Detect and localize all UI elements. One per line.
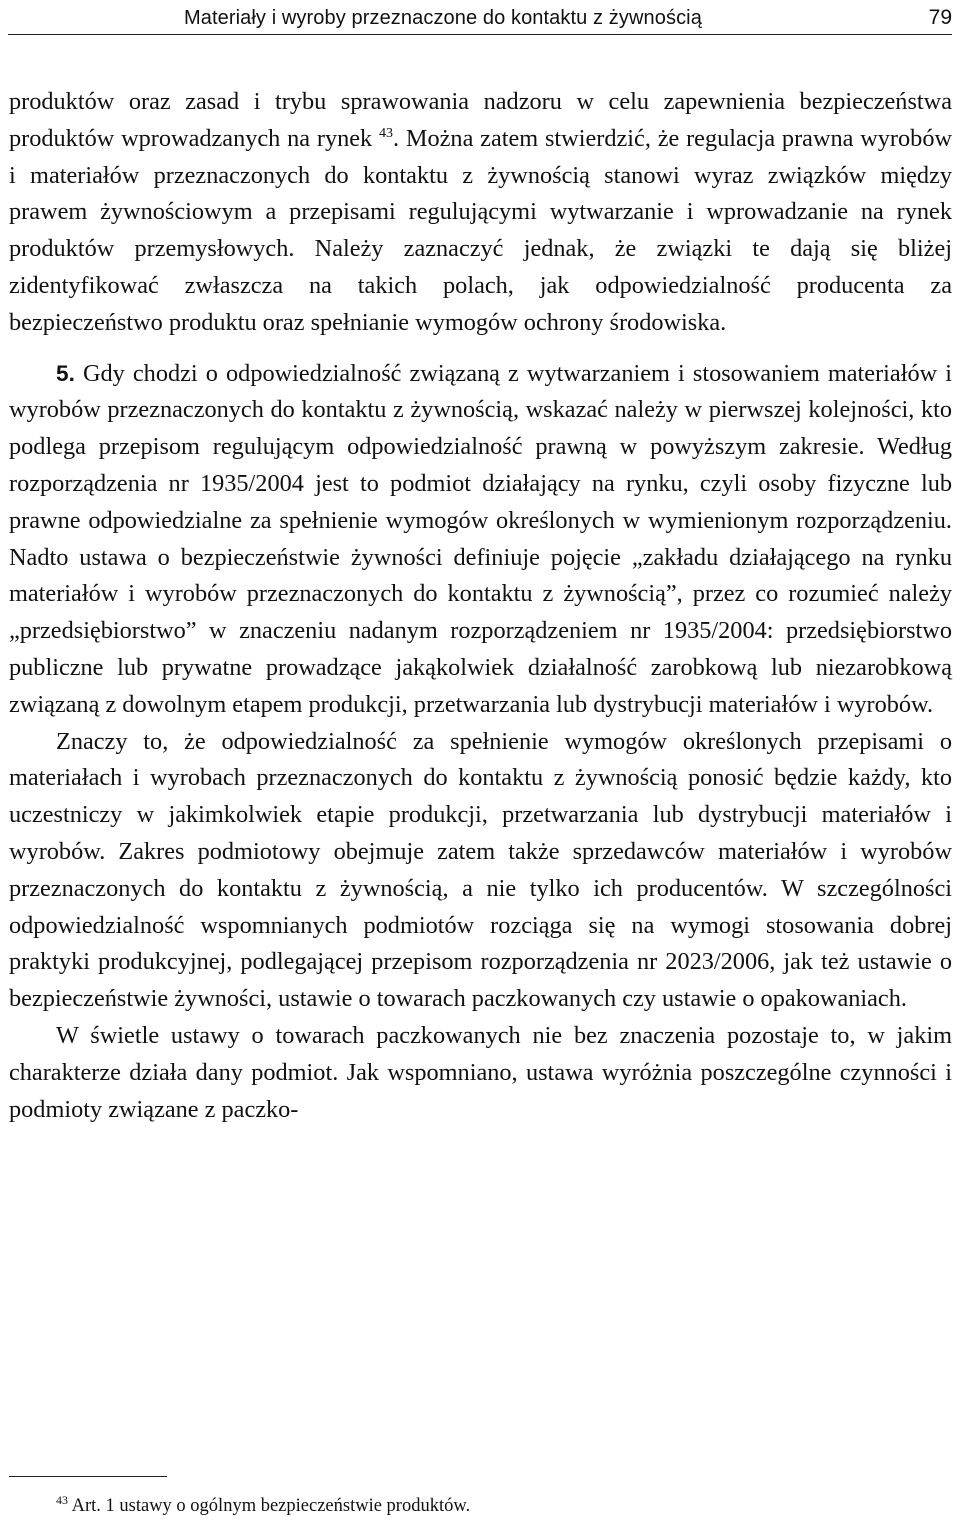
footnote-reference: 43 xyxy=(379,125,393,141)
footnote-number: 43 xyxy=(56,1492,68,1507)
paragraph-2-text: Gdy chodzi o odpowiedzialność związaną z wytwarzaniem i stosowaniem materiałów i wyrobów przeznaczonych do kontaktu z żywnością, wskazać należy w pierwszej kolejności, kto podlega przepisom regulującym odpowiedzialność prawną w powyższym zakresie. Według rozporządzenia nr 1935/2004 jest to podmiot działający na rynku, czyli osoby fizyczne lub prawne odpowiedzialne za spełnienie wymogów określonych w wymienionym rozporządzeniu. Nadto ustawa o bezpieczeństwie żywności definiuje pojęcie „zakładu działającego na rynku materiałów i wyrobów przeznaczonych do kontaktu z żywnością”, przez co rozumieć należy „przedsiębiorstwo” w znaczeniu nadanym rozporządzeniem nr 1935/2004: przedsiębiorstwo publiczne lub prywatne prowadzące jakąkolwiek działalność zarobkową lub niezarobkową związaną z dowolnym etapem produkcji, przetwarzania lub dystrybucji materiałów i wyrobów. xyxy=(9,359,952,718)
paragraph-1-text-b: . Można zatem stwierdzić, że regulacja prawna wyrobów i materiałów przeznaczonych do kontaktu z żywnością stanowi wyraz związków między prawem żywnościowym a przepisami regulującymi wytwarzanie i wprowadzanie na rynek produktów przemysłowych. Należy zaznaczyć jednak, że związki te dają się bliżej zidentyfikować zwłaszcza na takich polach, jak odpowiedzialność producenta za bezpieczeństwo produktu oraz spełnianie wymogów ochrony środowiska. xyxy=(9,124,953,336)
section-number: 5. xyxy=(56,360,75,386)
footnote xyxy=(56,1494,470,1518)
footnote-text: Art. 1 ustawy o ogólnym bezpieczeństwie produktów. xyxy=(71,1496,471,1516)
paragraph-4: W świetle ustawy o towarach paczkowanych nie bez znaczenia pozostaje to, w jakim charakterze działa dany podmiot. Jak wspomniano, ustawa wyróżnia poszczególne czynności i podmioty związane z paczko- xyxy=(9,1021,952,1123)
paragraph-1-text-a: produktów oraz zasad i trybu sprawowania nadzoru w celu zapewnienia bezpieczeństwa produktów wprowadzanych na rynek xyxy=(9,88,952,152)
footnote-divider xyxy=(9,1476,167,1477)
paragraph-2 xyxy=(9,356,952,724)
running-header xyxy=(8,6,952,35)
paragraph-3: Znaczy to, że odpowiedzialność za spełnienie wymogów określonych przepisami o materiałach i wyrobach przeznaczonych do kontaktu z żywnością ponosić będzie każdy, kto uczestniczy w jakimkolwiek etapie produkcji, przetwarzania lub dystrybucji materiałów i wyrobów. Zakres podmiotowy obejmuje zatem także sprzedawców materiałów i wyrobów przeznaczonych do kontaktu z żywnością, a nie tylko ich producentów. W szczególności odpowiedzialność wspomnianych podmiotów rozciąga się na wymogi stosowania dobrej praktyki produkcyjnej, podlegającej przepisom rozporządzenia nr 2023/2006, jak też ustawie o bezpieczeństwie żywności, ustawie o towarach paczkowanych czy ustawie o opakowaniach. xyxy=(9,727,952,1013)
page-number: 79 xyxy=(928,6,952,29)
body-text xyxy=(9,84,952,1128)
paragraph-1 xyxy=(9,84,952,342)
header-title: Materiały i wyroby przeznaczone do kontaktu z żywnością xyxy=(184,7,702,29)
